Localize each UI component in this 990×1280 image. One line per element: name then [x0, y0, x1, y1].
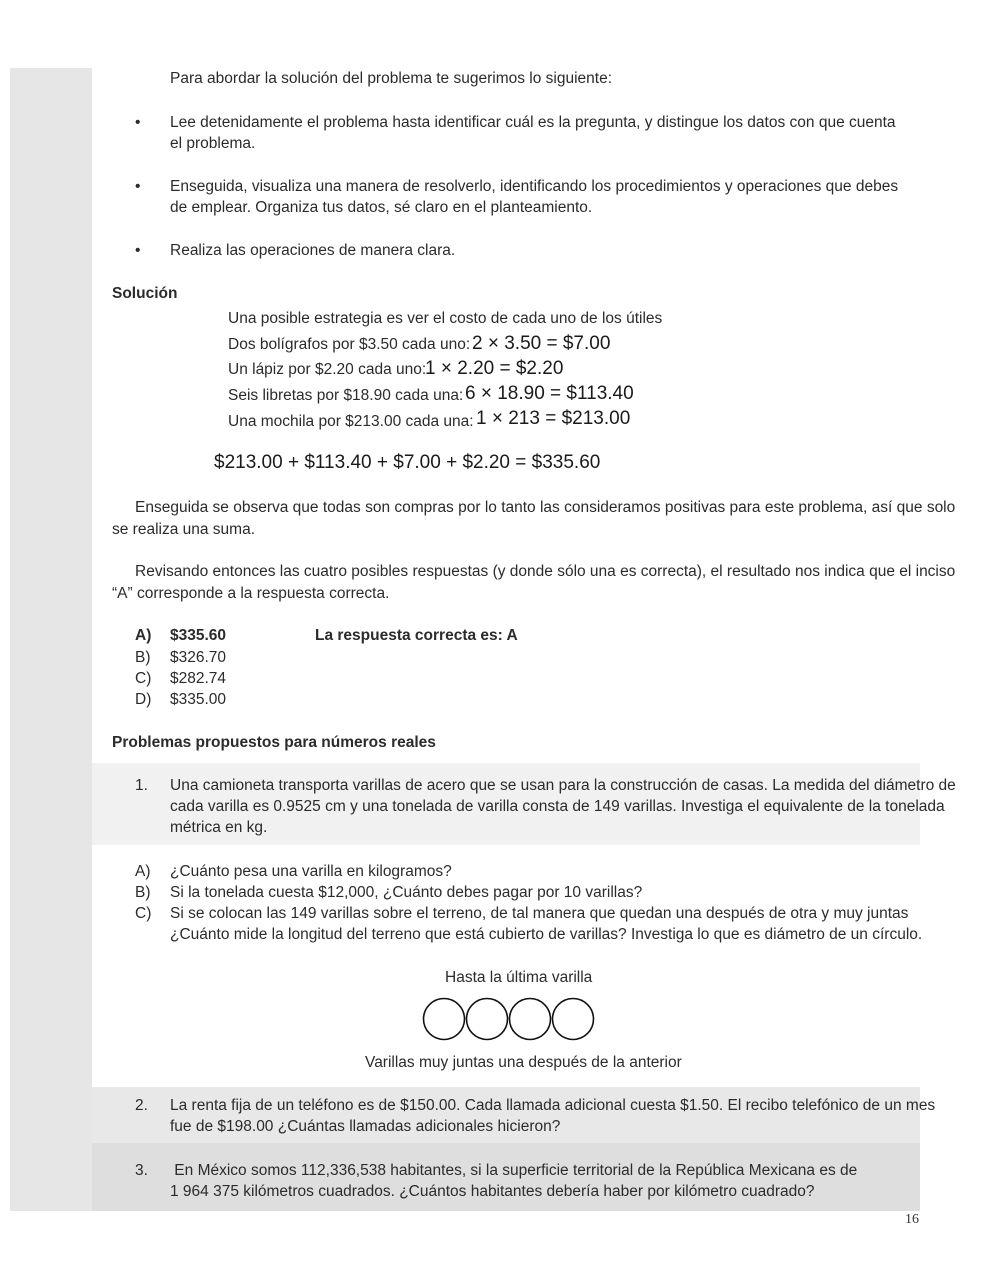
page-number: 16: [905, 1212, 919, 1227]
item-label: Dos bolígrafos por $3.50 cada uno:: [228, 336, 471, 353]
problem-3-line2: 1 964 375 kilómetros cuadrados. ¿Cuántos habitantes debería haber por kilómetro cuadrado?: [170, 1183, 815, 1200]
option-value: $335.60: [170, 627, 227, 644]
item-label: Una mochila por $213.00 cada una:: [228, 413, 474, 430]
bullet-marker: •: [135, 178, 141, 195]
bullet-2-line2: de emplear. Organiza tus datos, sé claro en el planteamiento.: [170, 199, 593, 216]
option-value: $335.00: [170, 691, 227, 708]
sub-question: Si se colocan las 149 varillas sobre el terreno, de tal manera que quedan una después de otra y muy juntas: [170, 905, 909, 922]
rod-circle: [553, 999, 594, 1040]
item-label: Seis libretas por $18.90 cada una:: [228, 387, 464, 404]
item-math: 6 × 18.90 = $113.40: [465, 383, 634, 404]
option-letter: C): [135, 670, 152, 687]
sub-letter: C): [135, 905, 152, 922]
correct-answer-note: La respuesta correcta es: A: [315, 627, 518, 644]
sub-question: Si la tonelada cuesta $12,000, ¿Cuánto debes pagar por 10 varillas?: [170, 884, 643, 901]
sub-letter: B): [135, 884, 151, 901]
bullet-marker: •: [135, 242, 141, 259]
bullet-1-line1: Lee detenidamente el problema hasta identificar cuál es la pregunta, y distingue los datos con que cuenta: [170, 114, 896, 131]
option-letter: A): [135, 627, 152, 644]
option-value: $326.70: [170, 649, 227, 666]
sub-question: ¿Cuánto pesa una varilla en kilogramos?: [170, 863, 452, 880]
proposed-heading: Problemas propuestos para números reales: [112, 734, 436, 751]
option-value: $282.74: [170, 670, 227, 687]
problem-number: 3.: [135, 1162, 148, 1179]
strategy-text: Una posible estrategia es ver el costo de cada uno de los útiles: [228, 310, 663, 327]
bullet-marker: •: [135, 114, 141, 131]
problem-2-line2: fue de $198.00 ¿Cuántas llamadas adicionales hicieron?: [170, 1118, 561, 1135]
rod-circle: [510, 999, 551, 1040]
paragraph-2-line1: Revisando entonces las cuatro posibles respuestas (y donde sólo una es correcta), el resultado nos indica que el inciso: [135, 563, 956, 580]
problem-1-line1: Una camioneta transporta varillas de acero que se usan para la construcción de casas. La medida del diámetro de: [170, 777, 956, 794]
rod-circle: [424, 999, 465, 1040]
problem-number: 2.: [135, 1097, 148, 1114]
item-math: 2 × 3.50 = $7.00: [472, 333, 611, 354]
paragraph-1-line1: Enseguida se observa que todas son compras por lo tanto las consideramos positivas para este problema, así que solo: [135, 499, 956, 516]
item-math: 1 × 213 = $213.00: [476, 408, 631, 429]
bullet-2-line1: Enseguida, visualiza una manera de resolverlo, identificando los procedimientos y operaciones que debes: [170, 178, 899, 195]
figure-caption-top: Hasta la última varilla: [445, 969, 593, 986]
solution-heading: Solución: [112, 285, 178, 302]
rod-circle: [467, 999, 508, 1040]
problem-number: 1.: [135, 777, 148, 794]
sub-letter: A): [135, 863, 151, 880]
bullet-1-line2: el problema.: [170, 135, 256, 152]
side-band: [10, 68, 92, 1211]
sub-question-line2: ¿Cuánto mide la longitud del terreno que está cubierto de varillas? Investiga lo que es diámetro de un círculo.: [170, 926, 923, 943]
problem-3-line1: En México somos 112,336,538 habitantes, si la superficie territorial de la República Mexicana es de: [170, 1162, 858, 1179]
option-letter: B): [135, 649, 151, 666]
figure-caption-bottom: Varillas muy juntas una después de la anterior: [365, 1054, 682, 1071]
total-equation: $213.00 + $113.40 + $7.00 + $2.20 = $335.60: [214, 452, 601, 473]
paragraph-2-line2: “A” corresponde a la respuesta correcta.: [112, 585, 390, 602]
item-label: Un lápiz por $2.20 cada uno:: [228, 361, 427, 378]
rods-figure: [422, 997, 598, 1041]
intro-text: Para abordar la solución del problema te sugerimos lo siguiente:: [170, 70, 612, 87]
bullet-3-line1: Realiza las operaciones de manera clara.: [170, 242, 456, 259]
problem-1-line2: cada varilla es 0.9525 cm y una tonelada de varilla consta de 149 varillas. Investiga el equivalente de la tonelada: [170, 798, 945, 815]
option-letter: D): [135, 691, 152, 708]
paragraph-1-line2: se realiza una suma.: [112, 521, 256, 538]
item-math: 1 × 2.20 = $2.20: [425, 358, 564, 379]
problem-1-line3: métrica en kg.: [170, 819, 268, 836]
problem-2-line1: La renta fija de un teléfono es de $150.00. Cada llamada adicional cuesta $1.50. El recibo telefónico de un mes: [170, 1097, 936, 1114]
